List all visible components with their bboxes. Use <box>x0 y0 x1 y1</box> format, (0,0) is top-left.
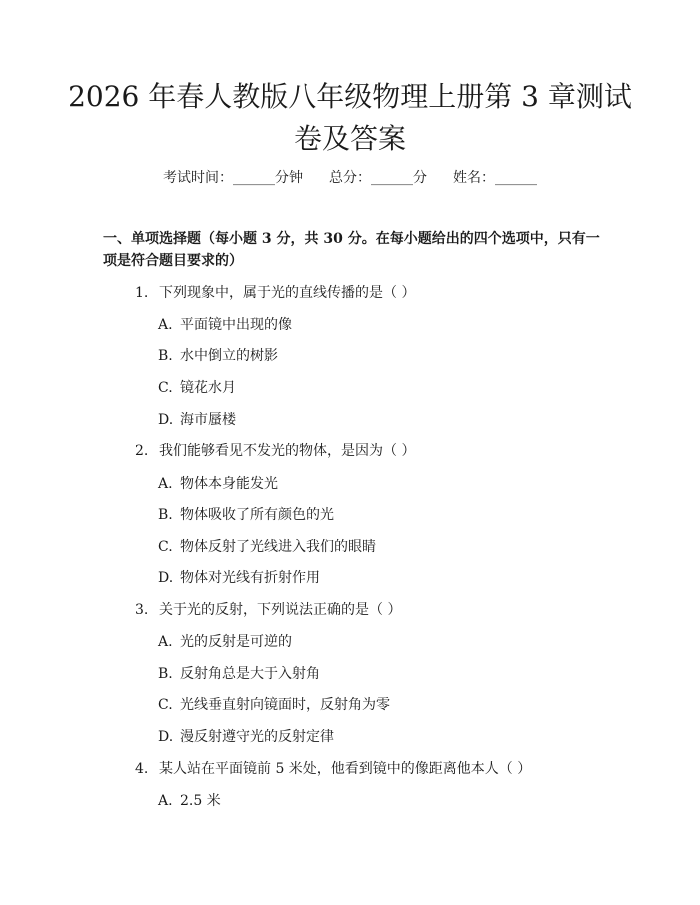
question-1-option-b <box>158 346 278 366</box>
question-3-option-c <box>158 695 390 715</box>
question-2-option-b <box>158 505 334 525</box>
option-letter: D. <box>158 729 174 745</box>
option-letter: C. <box>158 380 173 396</box>
question-text: 关于光的反射，下列说法正确的是（ ） <box>159 602 402 618</box>
option-text: 镜花水月 <box>180 380 236 396</box>
exam-time-field: 考试时间：______分钟 <box>163 170 303 186</box>
option-letter: D. <box>158 412 174 428</box>
option-letter: A. <box>158 634 173 650</box>
option-letter: C. <box>158 539 173 555</box>
option-letter: D. <box>158 570 174 586</box>
question-3-option-a <box>158 632 292 652</box>
option-letter: C. <box>158 697 173 713</box>
question-1-option-a <box>158 315 292 335</box>
question-text: 我们能够看见不发光的物体，是因为（ ） <box>159 443 416 459</box>
option-text: 物体吸收了所有颜色的光 <box>180 507 334 523</box>
question-number: 2. <box>135 443 149 459</box>
option-text: 漫反射遵守光的反射定律 <box>180 729 334 745</box>
option-text: 物体对光线有折射作用 <box>180 570 320 586</box>
question-4-option-a <box>158 791 221 811</box>
option-letter: A. <box>158 793 173 809</box>
option-text: 水中倒立的树影 <box>180 348 278 364</box>
student-name-field: 姓名：______ <box>453 170 537 186</box>
question-text: 某人站在平面镜前 5 米处，他看到镜中的像距离他本人（ ） <box>159 761 532 777</box>
question-3-option-d <box>158 727 334 747</box>
question-4 <box>135 759 531 779</box>
option-text: 2.5 米 <box>180 793 221 809</box>
option-letter: B. <box>158 666 173 682</box>
question-2-option-c <box>158 537 376 557</box>
question-1-option-c <box>158 378 236 398</box>
title-line-2: 卷及答案 <box>293 122 406 155</box>
option-letter: A. <box>158 476 173 492</box>
option-letter: B. <box>158 348 173 364</box>
option-text: 光线垂直射向镜面时，反射角为零 <box>180 697 390 713</box>
question-1-option-d <box>158 410 236 430</box>
question-2 <box>135 441 415 461</box>
title-line-1: 2026 年春人教版八年级物理上册第 3 章测试 <box>68 80 632 113</box>
question-3-option-b <box>158 664 320 684</box>
option-text: 反射角总是大于入射角 <box>180 666 320 682</box>
question-text: 下列现象中，属于光的直线传播的是（ ） <box>159 285 416 301</box>
option-text: 海市蜃楼 <box>180 412 236 428</box>
option-letter: A. <box>158 317 173 333</box>
question-1 <box>135 283 415 303</box>
total-score-field: 总分：______分 <box>329 170 427 186</box>
option-letter: B. <box>158 507 173 523</box>
option-text: 物体反射了光线进入我们的眼睛 <box>180 539 376 555</box>
question-number: 3. <box>135 602 149 618</box>
question-3 <box>135 600 401 620</box>
page-title <box>60 76 640 160</box>
option-text: 光的反射是可逆的 <box>180 634 292 650</box>
option-text: 平面镜中出现的像 <box>180 317 292 333</box>
section-heading: 一、单项选择题（每小题 3 分，共 30 分。在每小题给出的四个选项中，只有一项是符合题目要求的） <box>103 231 600 269</box>
question-2-option-d <box>158 568 320 588</box>
exam-meta <box>0 168 700 188</box>
option-text: 物体本身能发光 <box>180 476 278 492</box>
question-number: 4. <box>135 761 149 777</box>
question-number: 1. <box>135 285 149 301</box>
question-2-option-a <box>158 474 278 494</box>
